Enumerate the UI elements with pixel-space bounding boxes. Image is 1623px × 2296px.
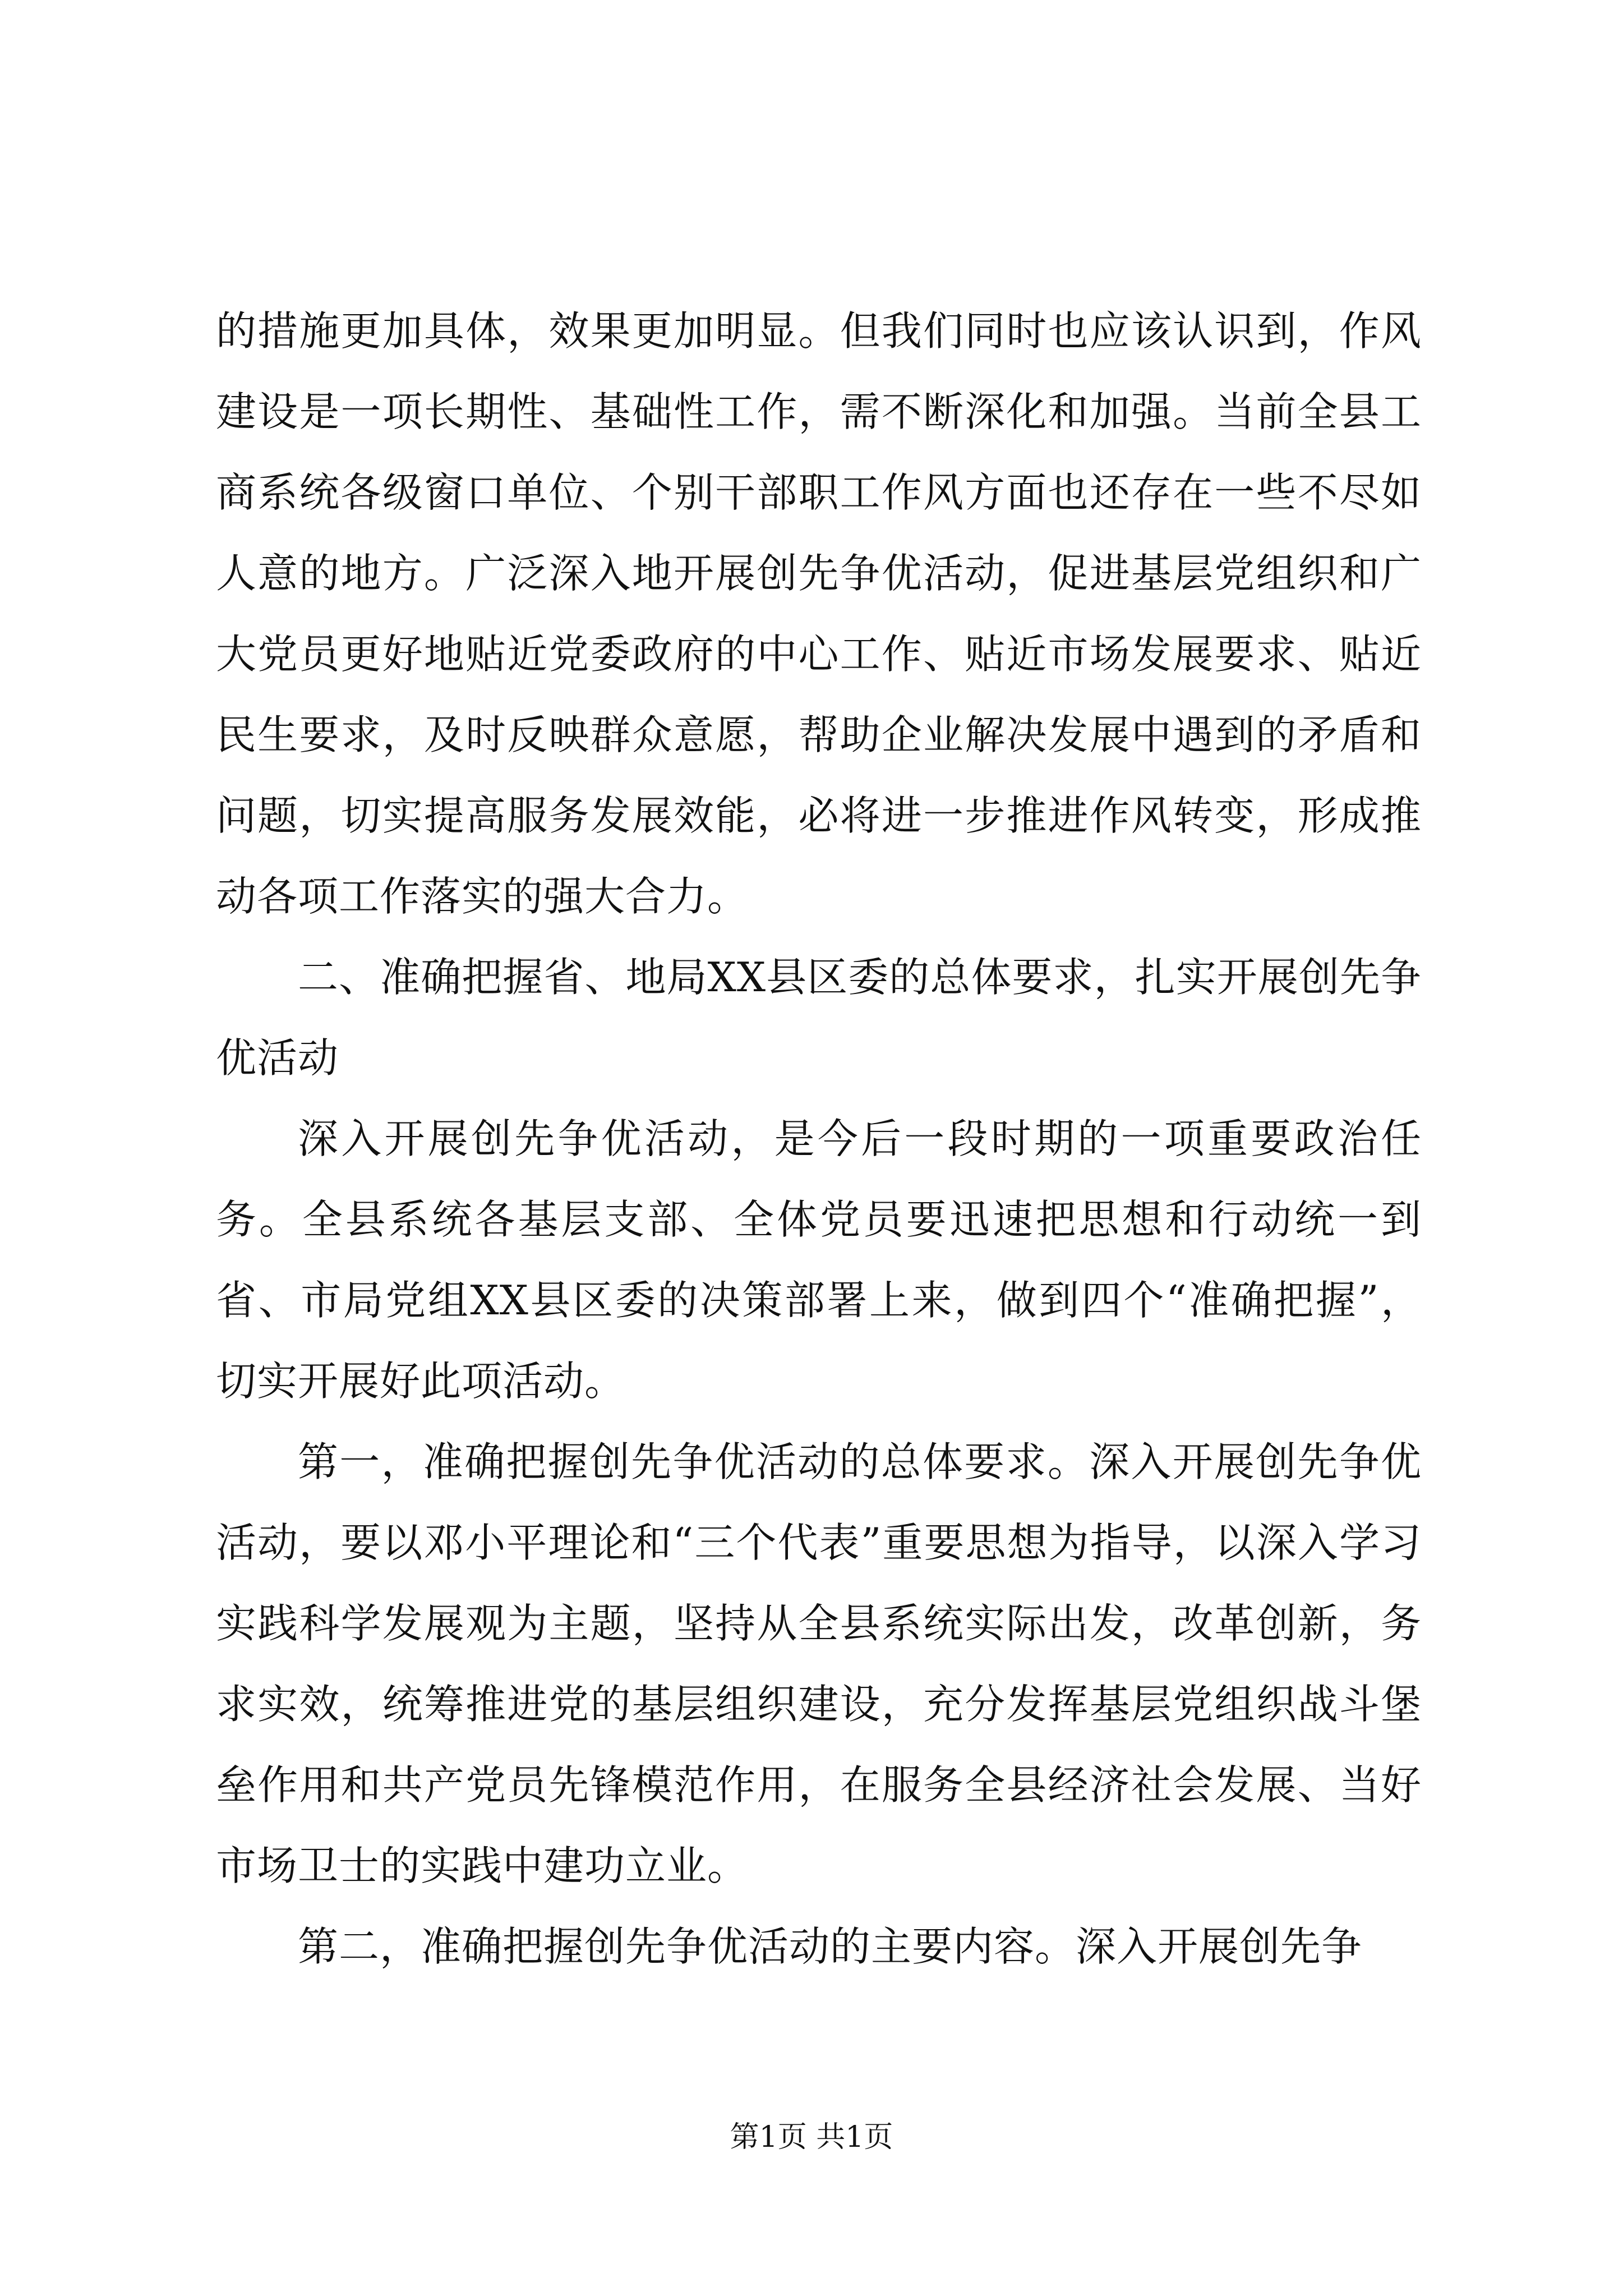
document-body bbox=[216, 291, 1422, 1987]
paragraph: 第一，准确把握创先争优活动的总体要求。深入开展创先争优活动，要以邓小平理论和“三个代表”重要思想为指导，以深入学习实践科学发展观为主题，坚持从全县系统实际出发，改革创新，务求实效，统筹推进党的基层组织建设，充分发挥基层党组织战斗堡垒作用和共产党员先锋模范作用，在服务全县经济社会发展、当好市场卫士的实践中建功立业。 bbox=[216, 1438, 1422, 1889]
paragraph: 深入开展创先争优活动，是今后一段时期的一项重要政治任务。全县系统各基层支部、全体党员要迅速把思想和行动统一到省、市局党组XX县区委的决策部署上来，做到四个“准确把握”，切实开展好此项活动。 bbox=[216, 1115, 1422, 1405]
page-footer: 第1页 共1页 bbox=[730, 2120, 893, 2154]
section-heading: 二、准确把握省、地局XX县区委的总体要求，扎实开展创先争优活动 bbox=[216, 954, 1422, 1082]
paragraph: 第二，准确把握创先争优活动的主要内容。深入开展创先争 bbox=[298, 1923, 1363, 1970]
paragraph-continuation: 的措施更加具体，效果更加明显。但我们同时也应该认识到，作风建设是一项长期性、基础性工作，需不断深化和加强。当前全县工商系统各级窗口单位、个别干部职工作风方面也还存在一些不尽如人意的地方。广泛深入地开展创先争优活动，促进基层党组织和广大党员更好地贴近党委政府的中心工作、贴近市场发展要求、贴近民生要求，及时反映群众意愿，帮助企业解决发展中遇到的矛盾和问题，切实提高服务发展效能，必将进一步推进作风转变，形成推动各项工作落实的强大合力。 bbox=[216, 307, 1422, 920]
